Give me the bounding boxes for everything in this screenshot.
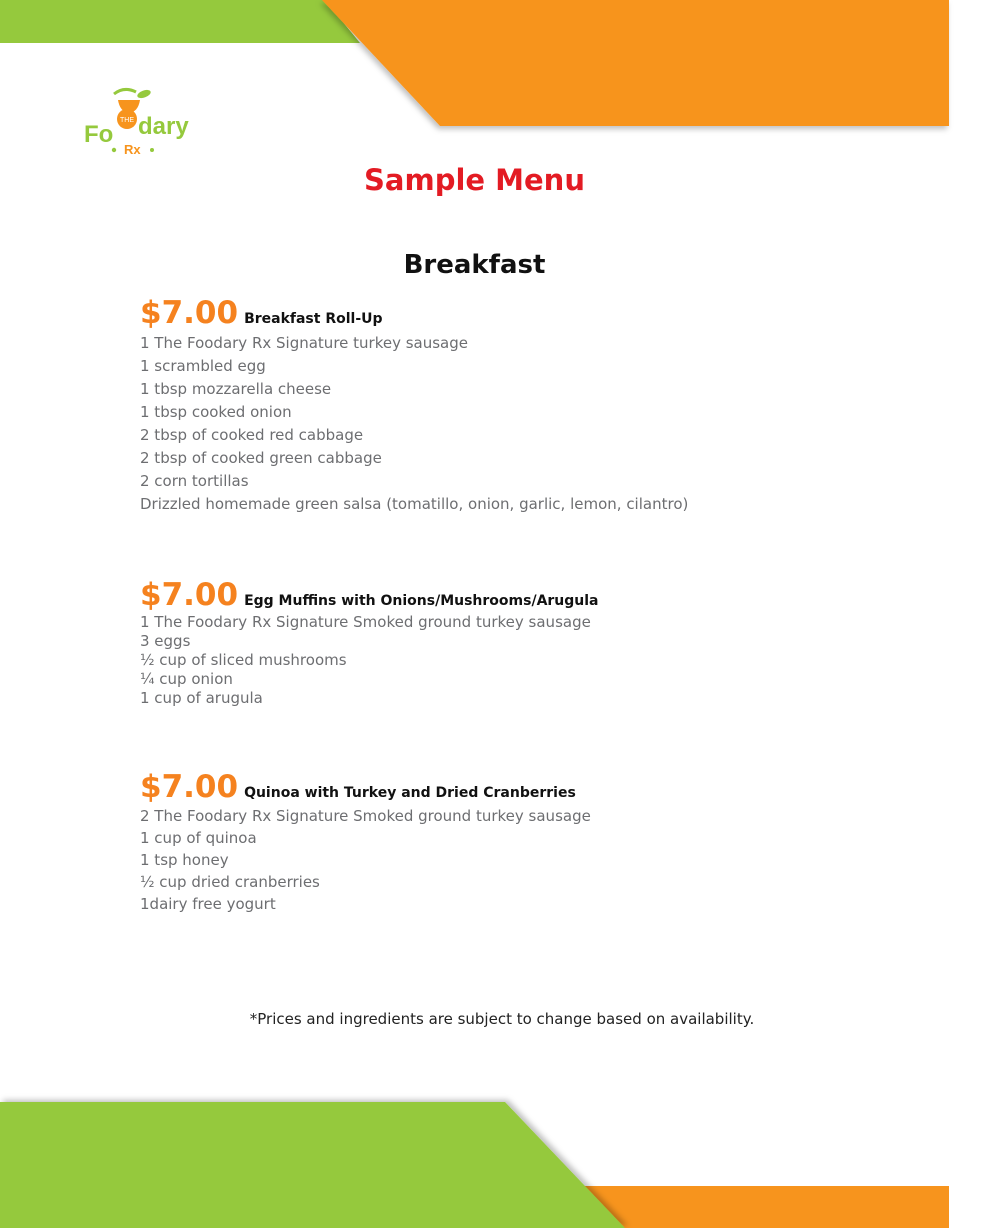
menu-item-price: $7.00	[140, 577, 239, 613]
ingredient: 1 cup of quinoa	[140, 829, 257, 847]
ingredient-list	[140, 332, 860, 516]
ingredient-list	[140, 805, 860, 915]
menu-item	[140, 769, 860, 915]
menu-item	[140, 577, 860, 708]
foodary-rx-logo	[80, 84, 189, 164]
ingredient: 1 scrambled egg	[140, 357, 266, 375]
menu-item-price: $7.00	[140, 295, 239, 331]
ingredient: 1dairy free yogurt	[140, 895, 276, 913]
menu-item-price: $7.00	[140, 769, 239, 805]
ingredient: 1 tbsp cooked onion	[140, 403, 292, 421]
ingredient: 2 corn tortillas	[140, 472, 249, 490]
ingredient: 1 tbsp mozzarella cheese	[140, 380, 332, 398]
bottom-green-stripe	[0, 1102, 625, 1228]
menu-item-header	[140, 769, 860, 805]
ingredient-list	[140, 613, 860, 708]
ingredient: Drizzled homemade green salsa (tomatillo, onion, garlic, lemon, cilantro)	[140, 495, 689, 513]
svg-text:THE: THE	[120, 117, 134, 124]
top-orange-stripe	[322, 0, 949, 126]
ingredient: 1 cup of arugula	[140, 689, 263, 707]
menu-item-name: Breakfast Roll-Up	[244, 311, 383, 327]
menu-item-header	[140, 577, 860, 613]
ingredient: ½ cup of sliced mushrooms	[140, 651, 347, 669]
ingredient: 2 tbsp of cooked green cabbage	[140, 449, 382, 467]
page-title: Sample Menu	[364, 163, 585, 197]
menu-item-header	[140, 295, 860, 331]
ingredient: ½ cup dried cranberries	[140, 873, 320, 891]
ingredient: ¼ cup onion	[140, 670, 233, 688]
ingredient: 2 tbsp of cooked red cabbage	[140, 426, 364, 444]
menu-item-name: Egg Muffins with Onions/Mushrooms/Arugula	[244, 593, 599, 609]
menu-item-name: Quinoa with Turkey and Dried Cranberries	[244, 785, 576, 801]
ingredient: 3 eggs	[140, 632, 191, 650]
svg-text:dary: dary	[138, 113, 189, 140]
ingredient: 1 The Foodary Rx Signature Smoked ground turkey sausage	[140, 613, 591, 631]
top-green-stripe	[0, 0, 360, 43]
disclaimer-note: *Prices and ingredients are subject to change based on availability.	[249, 1010, 755, 1028]
menu-item	[140, 295, 860, 516]
svg-text:Fo: Fo	[84, 121, 114, 148]
ingredient: 1 tsp honey	[140, 851, 229, 869]
ingredient: 1 The Foodary Rx Signature turkey sausage	[140, 334, 469, 352]
bottom-color-band	[0, 1098, 949, 1228]
ingredient: 2 The Foodary Rx Signature Smoked ground turkey sausage	[140, 807, 591, 825]
section-title-breakfast: Breakfast	[403, 250, 546, 280]
svg-text:Rx: Rx	[124, 142, 141, 157]
